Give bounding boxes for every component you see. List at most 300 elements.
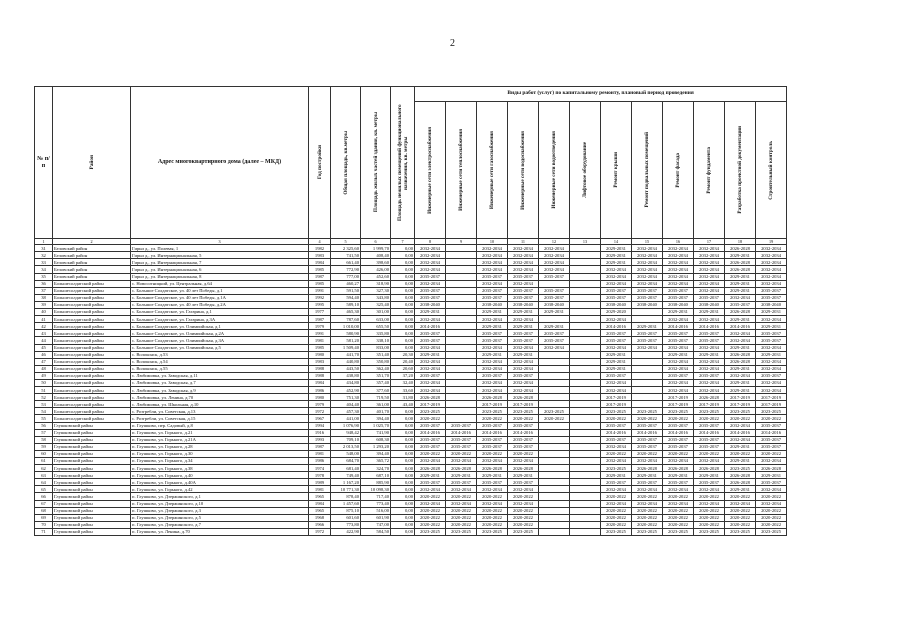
work-period-cell: 2029-2031	[725, 365, 756, 372]
column-number: 19	[756, 239, 787, 245]
work-period-cell: 2032-2034	[632, 486, 663, 493]
work-period-cell	[570, 472, 601, 479]
work-period-cell: 2020-2022	[663, 493, 694, 500]
work-period-cell: 2035-2037	[508, 479, 539, 486]
work-period-cell	[446, 372, 477, 379]
work-period-cell: 2032-2034	[508, 387, 539, 394]
work-period-cell	[539, 429, 570, 436]
work-period-cell: 2014-2016	[663, 323, 694, 330]
district-cell: Глушковский район	[53, 479, 131, 486]
work-period-cell: 2035-2037	[756, 436, 787, 443]
work-period-cell: 2014-2016	[725, 429, 756, 436]
work-period-cell: 2020-2022	[756, 521, 787, 528]
year-cell: 1986	[309, 458, 331, 465]
year-cell: 1985	[309, 280, 331, 287]
work-period-cell: 2032-2034	[477, 266, 508, 273]
work-period-cell: 2029-2031	[725, 287, 756, 294]
work-period-cell	[570, 450, 601, 457]
work-period-cell: 2032-2034	[663, 273, 694, 280]
work-period-cell: 2035-2037	[756, 294, 787, 301]
row-number: 35	[35, 273, 53, 280]
table-row	[35, 365, 787, 372]
work-period-cell: 2035-2037	[508, 294, 539, 301]
work-period-cell: 2032-2034	[477, 365, 508, 372]
living-area-cell: 318,90	[361, 280, 391, 287]
year-cell: 1985	[309, 344, 331, 351]
district-cell: Глушковский район	[53, 528, 131, 535]
work-period-cell: 2014-2016	[415, 323, 446, 330]
living-area-cell: 338,10	[361, 337, 391, 344]
work-period-cell: 2032-2034	[601, 266, 632, 273]
total-area-cell: 548,00	[331, 450, 361, 457]
work-period-cell: 2029-2031	[725, 443, 756, 450]
work-period-cell: 2035-2037	[694, 422, 725, 429]
nonliving-area-cell: 0,00	[391, 415, 415, 422]
header-living-area: Площадь жилых частей здания, кв. метры	[361, 87, 391, 239]
work-period-cell: 2032-2034	[756, 266, 787, 273]
work-period-cell: 2020-2022	[446, 450, 477, 457]
year-cell: 1991	[309, 330, 331, 337]
work-period-cell: 2026-2028	[694, 465, 725, 472]
district-cell: Большесолдатский район	[53, 316, 131, 323]
year-cell: 1983	[309, 358, 331, 365]
column-number: 12	[539, 239, 570, 245]
header-total-area: Общая площадь, кв.метры	[331, 87, 361, 239]
work-period-cell	[446, 394, 477, 401]
work-period-cell: 2017-2019	[725, 394, 756, 401]
work-period-cell: 2032-2034	[539, 266, 570, 273]
work-period-cell: 2032-2034	[446, 500, 477, 507]
work-period-cell: 2032-2034	[415, 358, 446, 365]
work-period-cell	[570, 330, 601, 337]
table-row	[35, 436, 787, 443]
nonliving-area-cell: 0,00	[391, 443, 415, 450]
work-period-cell: 2020-2022	[663, 521, 694, 528]
address-cell: п. Глушково, ул. Дзержинского, д.5	[131, 514, 309, 521]
address-cell: с. Большое Солдатское, ул. Олимпийская, д.2А	[131, 330, 309, 337]
work-period-cell: 2032-2034	[601, 316, 632, 323]
address-cell: п. Глушково, ул. Горького, д.21	[131, 429, 309, 436]
living-area-cell: 357,40	[361, 379, 391, 386]
work-period-cell: 2032-2034	[756, 358, 787, 365]
work-period-cell: 2038-2040	[756, 301, 787, 308]
address-cell: с. Волоконск, д.54	[131, 358, 309, 365]
nonliving-area-cell: 0,00	[391, 472, 415, 479]
district-cell: Большесолдатский район	[53, 394, 131, 401]
living-area-cell: 335,80	[361, 330, 391, 337]
work-period-cell: 2032-2034	[694, 273, 725, 280]
header-work-10: Ремонт фундамента	[694, 102, 725, 239]
total-area-cell: 741,50	[331, 252, 361, 259]
district-cell: Глушковский район	[53, 458, 131, 465]
work-period-cell: 2014-2016	[415, 429, 446, 436]
work-period-cell: 2032-2034	[508, 245, 539, 252]
work-period-cell: 2032-2034	[477, 387, 508, 394]
work-period-cell: 2032-2034	[477, 316, 508, 323]
work-period-cell: 2032-2034	[601, 273, 632, 280]
work-period-cell: 2035-2037	[508, 436, 539, 443]
work-period-cell: 2035-2037	[415, 479, 446, 486]
work-period-cell	[570, 401, 601, 408]
row-number: 59	[35, 443, 53, 450]
work-period-cell: 2032-2034	[694, 344, 725, 351]
work-period-cell: 2032-2034	[756, 245, 787, 252]
work-period-cell: 2017-2019	[663, 394, 694, 401]
table-row	[35, 387, 787, 394]
work-period-cell	[570, 493, 601, 500]
work-period-cell: 2035-2037	[477, 273, 508, 280]
total-area-cell: 948,42	[331, 429, 361, 436]
work-period-cell: 2035-2037	[632, 422, 663, 429]
work-period-cell: 2020-2022	[725, 493, 756, 500]
total-area-cell: 457,30	[331, 408, 361, 415]
address-cell: п. Глушково, ул. Горького, д.42	[131, 486, 309, 493]
work-period-cell: 2035-2037	[663, 287, 694, 294]
header-work-2: Инженерные сети теплоснабжения	[446, 102, 477, 239]
work-period-cell: 2020-2022	[632, 521, 663, 528]
work-period-cell	[446, 316, 477, 323]
work-period-cell: 2020-2022	[632, 514, 663, 521]
work-period-cell: 2020-2022	[725, 450, 756, 457]
total-area-cell: 441,70	[331, 351, 361, 358]
work-period-cell: 2032-2034	[477, 252, 508, 259]
work-period-cell: 2035-2037	[415, 337, 446, 344]
work-period-cell: 2038-2040	[663, 301, 694, 308]
work-period-cell: 2035-2037	[508, 273, 539, 280]
work-period-cell: 2032-2034	[415, 458, 446, 465]
address-cell: с. Любимовка, ул. Заводская, д.11	[131, 372, 309, 379]
work-period-cell: 2032-2034	[694, 245, 725, 252]
total-area-cell: 661,40	[331, 259, 361, 266]
work-period-cell: 2017-2019	[663, 401, 694, 408]
work-period-cell	[570, 408, 601, 415]
row-number: 56	[35, 422, 53, 429]
address-cell: п. Глушково, ул. Горького, д.30	[131, 450, 309, 457]
work-period-cell: 2020-2022	[415, 450, 446, 457]
year-cell: 1967	[309, 415, 331, 422]
work-period-cell: 2023-2025	[415, 408, 446, 415]
address-cell: п. Глушково, ул. Горького, д.40А	[131, 479, 309, 486]
row-number: 45	[35, 344, 53, 351]
work-period-cell: 2032-2034	[725, 422, 756, 429]
work-period-cell: 2023-2025	[663, 408, 694, 415]
nonliving-area-cell: 0,00	[391, 273, 415, 280]
work-period-cell	[539, 436, 570, 443]
work-period-cell: 2029-2031	[601, 259, 632, 266]
district-cell: Большесолдатский район	[53, 401, 131, 408]
work-period-cell: 2032-2034	[415, 266, 446, 273]
work-period-cell: 2032-2034	[756, 365, 787, 372]
row-number: 47	[35, 358, 53, 365]
nonliving-area-cell: 0,00	[391, 301, 415, 308]
work-period-cell: 2038-2040	[632, 301, 663, 308]
work-period-cell: 2020-2022	[508, 415, 539, 422]
address-cell: с. Большое Солдатское, ул. Олимпийская, д.1	[131, 323, 309, 330]
year-cell: 1992	[309, 294, 331, 301]
work-period-cell: 2032-2034	[663, 266, 694, 273]
header-work-8: Ремонт подвальных помещений	[632, 102, 663, 239]
column-number: 1	[35, 239, 53, 245]
work-period-cell: 2038-2040	[539, 301, 570, 308]
total-area-cell: 10 771,30	[331, 486, 361, 493]
total-area-cell: 681,40	[331, 465, 361, 472]
nonliving-area-cell: 0,00	[391, 514, 415, 521]
living-area-cell: 325,40	[361, 301, 391, 308]
work-period-cell	[446, 415, 477, 422]
work-period-cell	[446, 358, 477, 365]
address-cell: Гирьи д., ул. Интернациональная, 8	[131, 273, 309, 280]
address-cell: п. Глушково, пер. Садовый, д.8	[131, 422, 309, 429]
work-period-cell: 2020-2022	[477, 415, 508, 422]
work-period-cell	[632, 358, 663, 365]
work-period-cell: 2035-2037	[415, 273, 446, 280]
work-period-cell: 2020-2022	[756, 507, 787, 514]
table-row	[35, 401, 787, 408]
work-period-cell	[539, 372, 570, 379]
work-period-cell: 2032-2034	[694, 266, 725, 273]
district-cell: Большесолдатский район	[53, 337, 131, 344]
work-period-cell: 2035-2037	[539, 330, 570, 337]
work-period-cell	[570, 323, 601, 330]
living-area-cell: 655,50	[361, 323, 391, 330]
work-period-cell: 2023-2025	[756, 528, 787, 535]
table-row	[35, 443, 787, 450]
work-period-cell	[446, 266, 477, 273]
living-area-cell: 301,00	[361, 309, 391, 316]
total-area-cell: 441,00	[331, 415, 361, 422]
work-period-cell: 2017-2019	[601, 401, 632, 408]
table-row	[35, 252, 787, 259]
row-number: 65	[35, 486, 53, 493]
work-period-cell	[570, 458, 601, 465]
work-period-cell: 2017-2019	[508, 401, 539, 408]
work-period-cell: 2023-2025	[725, 408, 756, 415]
address-cell: п. Глушково, ул. Горького, д.28	[131, 443, 309, 450]
header-nonliving-area: Площадь нежилых помещений функционального назначения, кв. метры	[391, 87, 415, 239]
work-period-cell: 2035-2037	[756, 443, 787, 450]
work-period-cell	[570, 387, 601, 394]
column-number: 4	[309, 239, 331, 245]
work-period-cell: 2014-2016	[632, 429, 663, 436]
table-row	[35, 486, 787, 493]
work-period-cell: 2029-2031	[632, 472, 663, 479]
work-period-cell: 2035-2037	[632, 287, 663, 294]
row-number: 49	[35, 372, 53, 379]
work-period-cell	[446, 294, 477, 301]
work-period-cell	[539, 521, 570, 528]
nonliving-area-cell: 0,00	[391, 429, 415, 436]
work-period-cell: 2032-2034	[539, 252, 570, 259]
work-period-cell: 2032-2034	[694, 458, 725, 465]
address-cell: Гирьи д., ул. Интернациональная, 5	[131, 252, 309, 259]
work-period-cell: 2026-2028	[508, 465, 539, 472]
work-period-cell: 2026-2028	[508, 394, 539, 401]
work-period-cell: 2026-2028	[756, 465, 787, 472]
table-row	[35, 507, 787, 514]
work-period-cell: 2029-2031	[601, 245, 632, 252]
work-period-cell: 2032-2034	[632, 500, 663, 507]
table-row	[35, 465, 787, 472]
work-period-cell: 2038-2040	[601, 301, 632, 308]
work-period-cell: 2023-2025	[508, 408, 539, 415]
work-period-cell	[539, 351, 570, 358]
address-cell: Гирьи д., ул. Полевая, 1	[131, 245, 309, 252]
work-period-cell: 2026-2028	[663, 465, 694, 472]
work-period-cell: 2038-2040	[477, 301, 508, 308]
work-period-cell: 2035-2037	[446, 436, 477, 443]
total-area-cell: 1 010,00	[331, 323, 361, 330]
living-area-cell: 351,40	[361, 351, 391, 358]
nonliving-area-cell: 0,00	[391, 344, 415, 351]
work-period-cell: 2032-2034	[632, 245, 663, 252]
work-period-cell: 2023-2025	[725, 528, 756, 535]
work-period-cell: 2029-2031	[477, 472, 508, 479]
work-period-cell	[570, 500, 601, 507]
work-period-cell	[446, 280, 477, 287]
work-period-cell	[539, 472, 570, 479]
district-cell: Беловский район	[53, 245, 131, 252]
header-address: Адрес многоквартирного дома (далее – МКД)	[131, 87, 309, 239]
work-period-cell: 2032-2034	[508, 280, 539, 287]
work-period-cell: 2020-2022	[601, 493, 632, 500]
work-period-cell: 2032-2034	[663, 280, 694, 287]
nonliving-area-cell: 0,00	[391, 294, 415, 301]
year-cell: 1979	[309, 323, 331, 330]
work-period-cell	[539, 493, 570, 500]
table-row	[35, 287, 787, 294]
work-period-cell: 2026-2028	[725, 309, 756, 316]
work-period-cell: 2020-2022	[632, 415, 663, 422]
table-row	[35, 415, 787, 422]
work-period-cell: 2032-2034	[663, 259, 694, 266]
district-cell: Беловский район	[53, 252, 131, 259]
district-cell: Глушковский район	[53, 521, 131, 528]
address-cell: с. Большое Солдатское, ул. Олимпийская, д.5	[131, 344, 309, 351]
nonliving-area-cell: 33,60	[391, 387, 415, 394]
work-period-cell: 2035-2037	[508, 372, 539, 379]
work-period-cell: 2029-2031	[756, 351, 787, 358]
work-period-cell: 2035-2037	[539, 273, 570, 280]
living-area-cell: 394,40	[361, 450, 391, 457]
work-period-cell	[570, 521, 601, 528]
work-period-cell: 2035-2037	[477, 443, 508, 450]
work-period-cell: 2020-2022	[508, 493, 539, 500]
work-period-cell	[632, 401, 663, 408]
work-period-cell: 2026-2028	[415, 394, 446, 401]
address-cell: с. Большое Солдатское, ул. Олимпийская, д.3А	[131, 337, 309, 344]
work-period-cell: 2035-2037	[756, 337, 787, 344]
work-period-cell	[446, 330, 477, 337]
work-period-cell: 2029-2031	[756, 323, 787, 330]
work-period-cell: 2029-2031	[694, 351, 725, 358]
living-area-cell: 601,90	[361, 514, 391, 521]
work-period-cell: 2035-2037	[725, 301, 756, 308]
district-cell: Глушковский район	[53, 514, 131, 521]
work-period-cell: 2032-2034	[663, 387, 694, 394]
district-cell: Глушковский район	[53, 465, 131, 472]
total-area-cell: 438,80	[331, 372, 361, 379]
work-period-cell: 2032-2034	[694, 358, 725, 365]
work-period-cell: 2032-2034	[415, 316, 446, 323]
work-period-cell: 2035-2037	[632, 479, 663, 486]
address-cell: с. Любимовка, ул. Заводская, д.7	[131, 379, 309, 386]
living-area-cell: 741,90	[361, 429, 391, 436]
column-number: 5	[331, 239, 361, 245]
living-area-cell: 633,00	[361, 316, 391, 323]
work-period-cell: 2029-2031	[601, 472, 632, 479]
work-period-cell	[570, 301, 601, 308]
work-period-cell: 2032-2034	[508, 252, 539, 259]
work-period-cell: 2032-2034	[756, 458, 787, 465]
work-period-cell: 2014-2016	[477, 429, 508, 436]
work-period-cell: 2026-2028	[725, 351, 756, 358]
work-period-cell: 2032-2034	[663, 379, 694, 386]
year-cell: 1981	[309, 450, 331, 457]
table-row	[35, 372, 787, 379]
table-row	[35, 408, 787, 415]
work-period-cell: 2020-2022	[477, 450, 508, 457]
year-cell: 1972	[309, 528, 331, 535]
work-period-cell: 2032-2034	[632, 458, 663, 465]
work-period-cell: 2032-2034	[415, 344, 446, 351]
district-cell: Глушковский район	[53, 429, 131, 436]
work-period-cell: 2020-2022	[415, 521, 446, 528]
row-number: 63	[35, 472, 53, 479]
work-period-cell: 2014-2016	[508, 429, 539, 436]
work-period-cell: 2020-2022	[632, 507, 663, 514]
address-cell: с. Большое Солдатское, ул. Гагарина, д.3А	[131, 316, 309, 323]
work-period-cell: 2032-2034	[694, 259, 725, 266]
work-period-cell: 2032-2034	[694, 486, 725, 493]
work-period-cell: 2032-2034	[477, 379, 508, 386]
work-period-cell: 2032-2034	[756, 500, 787, 507]
work-period-cell: 2032-2034	[508, 365, 539, 372]
address-cell: с. Розгребли, ул. Советская, д.15	[131, 415, 309, 422]
work-period-cell: 2035-2037	[663, 436, 694, 443]
living-area-cell: 401,70	[361, 408, 391, 415]
address-cell: п. Глушково, ул. Дзержинского, д.1	[131, 493, 309, 500]
row-number: 38	[35, 294, 53, 301]
district-cell: Глушковский район	[53, 422, 131, 429]
work-period-cell: 2020-2022	[477, 521, 508, 528]
work-period-cell: 2029-2031	[539, 309, 570, 316]
total-area-cell: 581,20	[331, 337, 361, 344]
nonliving-area-cell: 0,00	[391, 458, 415, 465]
living-area-cell: 516,00	[361, 507, 391, 514]
work-period-cell: 2020-2022	[601, 450, 632, 457]
work-period-cell: 2032-2034	[415, 252, 446, 259]
work-period-cell: 2032-2034	[632, 252, 663, 259]
work-period-cell: 2029-2031	[725, 252, 756, 259]
nonliving-area-cell: 43,40	[391, 401, 415, 408]
work-period-cell	[570, 316, 601, 323]
work-period-cell: 2017-2019	[477, 401, 508, 408]
total-area-cell: 1 509,40	[331, 344, 361, 351]
work-period-cell: 2020-2022	[508, 514, 539, 521]
work-period-cell: 2029-2031	[725, 316, 756, 323]
district-cell: Глушковский район	[53, 493, 131, 500]
work-period-cell	[539, 514, 570, 521]
work-period-cell: 2023-2025	[446, 528, 477, 535]
work-period-cell: 2032-2034	[508, 266, 539, 273]
row-number: 37	[35, 287, 53, 294]
work-period-cell	[632, 309, 663, 316]
work-period-cell: 2032-2034	[663, 458, 694, 465]
work-period-cell: 2035-2037	[415, 422, 446, 429]
row-number: 62	[35, 465, 53, 472]
work-period-cell: 2029-2031	[756, 309, 787, 316]
work-period-cell: 2029-2031	[508, 323, 539, 330]
